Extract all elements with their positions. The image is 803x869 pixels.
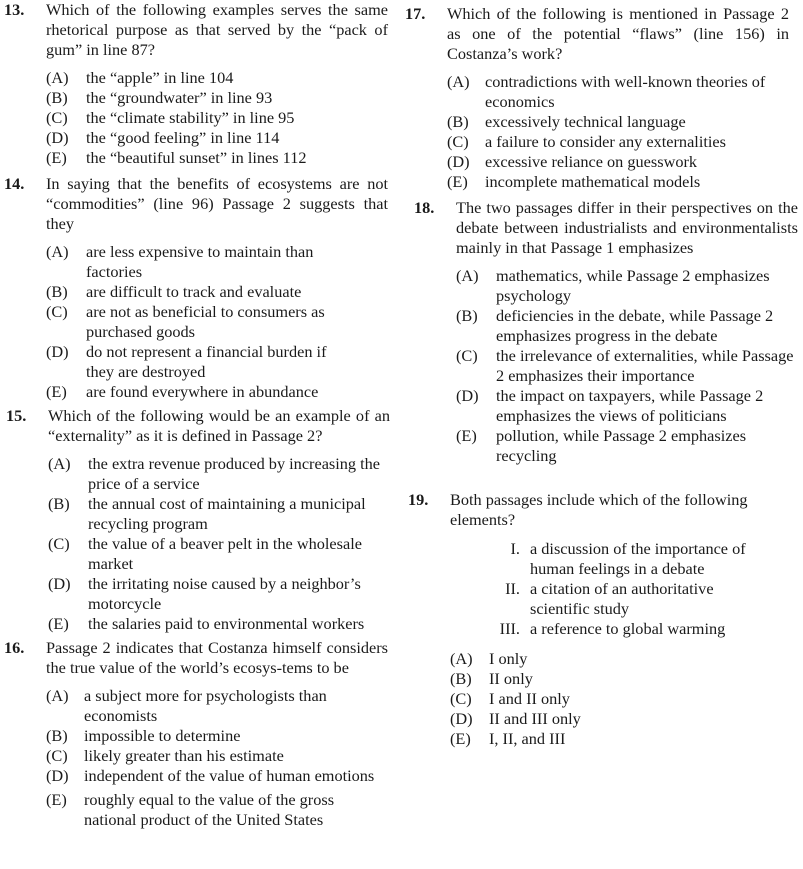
answer-choices <box>447 72 787 192</box>
choice-c[interactable] <box>456 346 798 386</box>
choice-label: (B) <box>46 88 68 107</box>
choice-label: (C) <box>48 534 70 553</box>
choice-text: independent of the value of human emotions <box>84 766 375 785</box>
choice-b[interactable] <box>450 669 792 689</box>
question-number: 19. <box>408 490 429 509</box>
choice-d[interactable] <box>450 709 792 729</box>
question-stem: The two passages differ in their perspectives on the debate between industrialists and environmentalists mainly in that Passage 1 emphasizes <box>456 198 798 257</box>
choice-text: incomplete mathematical models <box>485 172 701 191</box>
choice-c[interactable] <box>46 108 388 128</box>
choice-b[interactable] <box>456 306 798 346</box>
choice-b[interactable] <box>46 88 388 108</box>
choice-text: the “climate stability” in line 95 <box>86 108 295 127</box>
choice-text: a failure to consider any externalities <box>485 132 726 151</box>
choice-a[interactable] <box>48 454 393 494</box>
question-stem: Passage 2 indicates that Costanza himself considers the true value of the world’s ecosys-tems to be <box>46 638 388 677</box>
choice-d[interactable] <box>46 766 376 786</box>
choice-d[interactable] <box>48 574 393 614</box>
choice-c[interactable] <box>447 132 787 152</box>
choice-text: a subject more for psychologists than economists <box>84 686 327 725</box>
choice-b[interactable] <box>447 112 787 132</box>
choice-label: (B) <box>450 669 472 688</box>
choice-text: impossible to determine <box>84 726 241 745</box>
choice-e[interactable] <box>46 790 376 830</box>
choice-text: the salaries paid to environmental workers <box>88 614 365 633</box>
statement-text: a citation of an authoritative scientific study <box>530 579 714 618</box>
choice-label: (D) <box>46 342 69 361</box>
choice-text: II only <box>489 669 533 688</box>
question-13 <box>4 0 388 168</box>
choice-text: roughly equal to the value of the gross national product of the United States <box>84 790 335 829</box>
choice-a[interactable] <box>46 686 376 726</box>
choice-label: (B) <box>46 282 68 301</box>
choice-label: (A) <box>447 72 470 91</box>
choice-e[interactable] <box>48 614 393 634</box>
choice-text: the extra revenue produced by increasing the price of a service <box>88 454 381 493</box>
choice-text: excessively technical language <box>485 112 686 131</box>
choice-label: (A) <box>46 242 69 261</box>
choice-e[interactable] <box>447 172 787 192</box>
question-stem: Both passages include which of the following elements? <box>450 490 748 529</box>
choice-label: (B) <box>48 494 70 513</box>
choice-text: II and III only <box>489 709 581 728</box>
question-17 <box>405 4 789 192</box>
question-number: 16. <box>4 638 25 657</box>
choice-text: the “good feeling” in line 114 <box>86 128 280 147</box>
question-number: 18. <box>414 198 435 217</box>
choice-label: (C) <box>46 108 68 127</box>
choice-text: I, II, and III <box>489 729 566 748</box>
choice-d[interactable] <box>46 128 388 148</box>
choice-text: I only <box>489 649 528 668</box>
choice-label: (E) <box>46 148 67 167</box>
choice-text: the impact on taxpayers, while Passage 2 emphasizes the views of politicians <box>496 386 764 425</box>
choice-a[interactable] <box>46 242 346 282</box>
question-stem: Which of the following would be an example of an “externality” as it is defined in Passage 2? <box>48 406 390 445</box>
choice-label: (C) <box>46 746 68 765</box>
choice-label: (C) <box>46 302 68 321</box>
answer-choices <box>46 68 388 168</box>
choice-text: the “groundwater” in line 93 <box>86 88 273 107</box>
choice-text: the “apple” in line 104 <box>86 68 234 87</box>
choice-label: (D) <box>450 709 473 728</box>
choice-d[interactable] <box>46 342 346 382</box>
question-stem: Which of the following is mentioned in Passage 2 as one of the potential “flaws” (line 156) in Costanza’s work? <box>447 4 789 63</box>
statement-label: III. <box>499 619 520 638</box>
choice-label: (E) <box>456 426 477 445</box>
choice-text: contradictions with well-known theories of economics <box>485 72 766 111</box>
choice-text: the irritating noise caused by a neighbor’s motorcycle <box>88 574 361 613</box>
choice-text: are found everywhere in abundance <box>86 382 319 401</box>
choice-label: (C) <box>456 346 478 365</box>
choice-text: the annual cost of maintaining a municipal recycling program <box>88 494 366 533</box>
choice-label: (A) <box>46 686 69 705</box>
choice-d[interactable] <box>447 152 787 172</box>
choice-text: excessive reliance on guesswork <box>485 152 698 171</box>
question-15 <box>6 406 390 634</box>
choice-label: (E) <box>450 729 471 748</box>
choice-label: (A) <box>456 266 479 285</box>
statement-text: a discussion of the importance of human feelings in a debate <box>530 539 746 578</box>
choice-label: (C) <box>447 132 469 151</box>
statement-label: I. <box>510 539 520 558</box>
choice-c[interactable] <box>450 689 792 709</box>
choice-d[interactable] <box>456 386 798 426</box>
answer-choices <box>46 242 346 402</box>
answer-choices <box>456 266 798 466</box>
choice-text: are not as beneficial to consumers as purchased goods <box>86 302 325 341</box>
choice-label: (B) <box>456 306 478 325</box>
choice-label: (E) <box>46 382 67 401</box>
choice-label: (D) <box>46 766 69 785</box>
roman-numeral-statements <box>450 539 792 639</box>
question-stem: In saying that the benefits of ecosystems are not “commodities” (line 96) Passage 2 suggests that they <box>46 174 388 233</box>
statement-i <box>450 539 792 579</box>
answer-choices <box>48 454 393 634</box>
choice-text: deficiencies in the debate, while Passage 2 emphasizes progress in the debate <box>496 306 774 345</box>
choice-label: (D) <box>456 386 479 405</box>
choice-label: (A) <box>450 649 473 668</box>
question-number: 17. <box>405 4 426 23</box>
choice-text: I and II only <box>489 689 570 708</box>
choice-c[interactable] <box>46 746 376 766</box>
choice-text: likely greater than his estimate <box>84 746 284 765</box>
answer-choices <box>46 686 376 830</box>
choice-label: (D) <box>46 128 69 147</box>
statement-label: II. <box>505 579 520 598</box>
choice-text: do not represent a financial burden if they are destroyed <box>86 342 327 381</box>
choice-e[interactable] <box>46 148 388 168</box>
choice-label: (C) <box>450 689 472 708</box>
choice-label: (D) <box>48 574 71 593</box>
statement-ii <box>450 579 792 619</box>
choice-label: (A) <box>46 68 69 87</box>
choice-label: (B) <box>46 726 68 745</box>
choice-e[interactable] <box>46 382 346 402</box>
choice-b[interactable] <box>46 726 376 746</box>
choice-e[interactable] <box>450 729 792 749</box>
choice-label: (E) <box>46 790 67 809</box>
answer-choices <box>450 649 792 749</box>
question-19 <box>408 490 792 749</box>
choice-a[interactable] <box>447 72 787 112</box>
question-number: 15. <box>6 406 27 425</box>
choice-b[interactable] <box>46 282 346 302</box>
choice-text: the irrelevance of externalities, while Passage 2 emphasizes their importance <box>496 346 794 385</box>
choice-e[interactable] <box>456 426 798 466</box>
choice-label: (E) <box>48 614 69 633</box>
choice-text: pollution, while Passage 2 emphasizes recycling <box>496 426 747 465</box>
choice-label: (B) <box>447 112 469 131</box>
question-number: 13. <box>4 0 25 19</box>
statement-iii <box>450 619 792 639</box>
statement-text: a reference to global warming <box>530 619 726 638</box>
choice-label: (D) <box>447 152 470 171</box>
choice-text: are less expensive to maintain than factories <box>86 242 314 281</box>
choice-text: the value of a beaver pelt in the wholesale market <box>88 534 362 573</box>
choice-c[interactable] <box>48 534 393 574</box>
choice-a[interactable] <box>456 266 798 306</box>
choice-a[interactable] <box>450 649 792 669</box>
choice-text: are difficult to track and evaluate <box>86 282 302 301</box>
choice-text: the “beautiful sunset” in lines 112 <box>86 148 307 167</box>
choice-label: (A) <box>48 454 71 473</box>
choice-label: (E) <box>447 172 468 191</box>
choice-a[interactable] <box>46 68 388 88</box>
question-number: 14. <box>4 174 25 193</box>
question-18 <box>414 198 798 466</box>
question-14 <box>4 174 388 402</box>
choice-b[interactable] <box>48 494 393 534</box>
question-stem: Which of the following examples serves the same rhetorical purpose as that served by the “pack of gum” in line 87? <box>46 0 388 59</box>
choice-c[interactable] <box>46 302 346 342</box>
choice-text: mathematics, while Passage 2 emphasizes psychology <box>496 266 770 305</box>
question-16 <box>4 638 388 830</box>
